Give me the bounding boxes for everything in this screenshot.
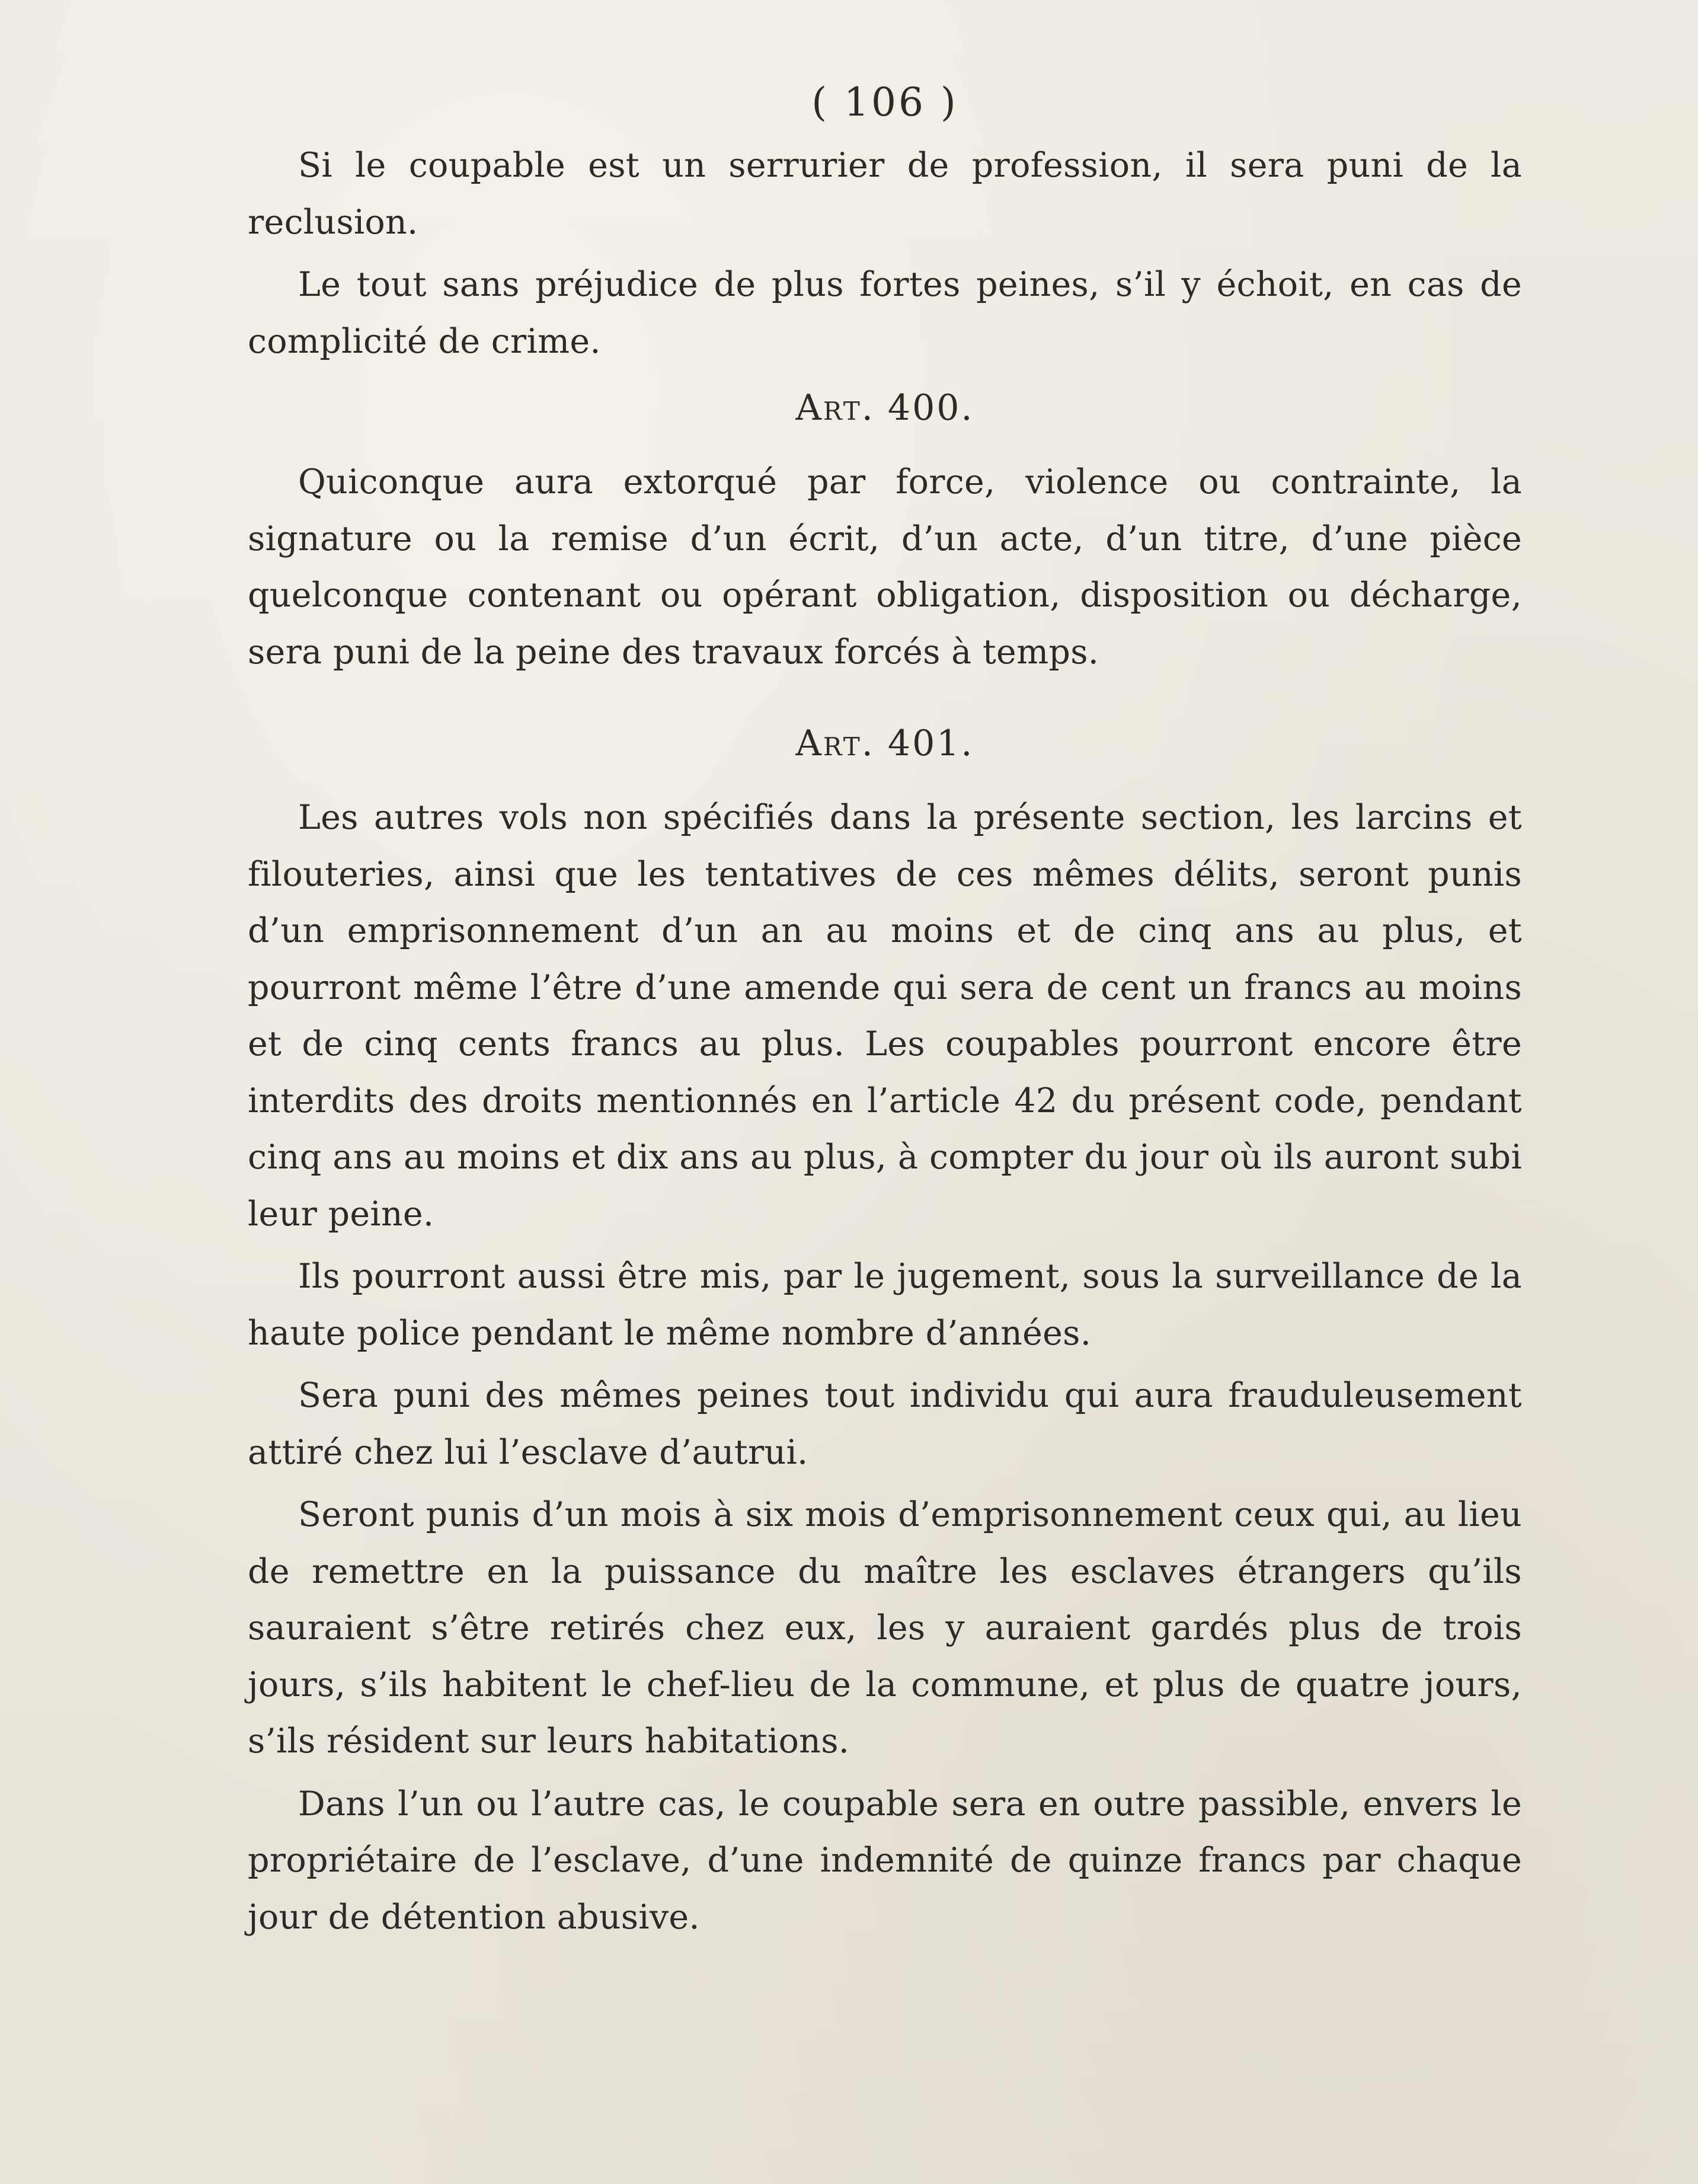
text-block: [248, 70, 1522, 1946]
article-400-heading: Art. 400.: [795, 387, 974, 429]
paragraph-art400-extorsion: Quiconque aura extorqué par force, violence ou contrainte, la signature ou la remise d’un écrit, d’un acte, d’un titre, d’une pièce quelconque contenant ou opérant obligation, disposition ou décharge, sera puni de la peine des travaux forcés à temps.: [248, 462, 1522, 672]
paragraph-art401-indemnite: Dans l’un ou l’autre cas, le coupable sera en outre passible, envers le propriétaire de l’esclave, d’une indemnité de quinze francs par chaque jour de détention abusive.: [248, 1784, 1522, 1937]
article-401-heading: Art. 401.: [795, 723, 974, 764]
paragraph-art401-surveillance: Ils pourront aussi être mis, par le jugement, sous la surveillance de la haute police pendant le même nombre d’années.: [248, 1257, 1522, 1353]
paragraph-art401-vols: Les autres vols non spécifiés dans la présente section, les larcins et filouteries, ainsi que les tentatives de ces mêmes délits, seront punis d’un emprisonnement d’un an au moins et de cinq ans au plus, et pourront même l’être d’une amende qui sera de cent un francs au moins et de cinq cents francs au plus. Les coupables pourront encore être interdits des droits mentionnés en l’article 42 du présent code, pendant cinq ans au moins et dix ans au plus, à compter du jour où ils auront subi leur peine.: [248, 798, 1522, 1234]
paragraph-art401-emprisonnement: Seront punis d’un mois à six mois d’emprisonnement ceux qui, au lieu de remettre en la puissance du maître les esclaves étrangers qu’ils sauraient s’être retirés chez eux, les y auraient gardés plus de trois jours, s’ils habitent le chef-lieu de la commune, et plus de quatre jours, s’ils résident sur leurs habitations.: [248, 1495, 1522, 1761]
paragraph-art401-esclave: Sera puni des mêmes peines tout individu qui aura frauduleusement attiré chez lui l’esclave d’autrui.: [248, 1376, 1522, 1472]
paragraph-serrurier: Si le coupable est un serrurier de profession, il sera puni de la reclusion.: [248, 146, 1522, 242]
page-number: ( 106 ): [811, 79, 958, 125]
paragraph-complicite: Le tout sans préjudice de plus fortes peines, s’il y échoit, en cas de complicité de crime.: [248, 265, 1522, 361]
